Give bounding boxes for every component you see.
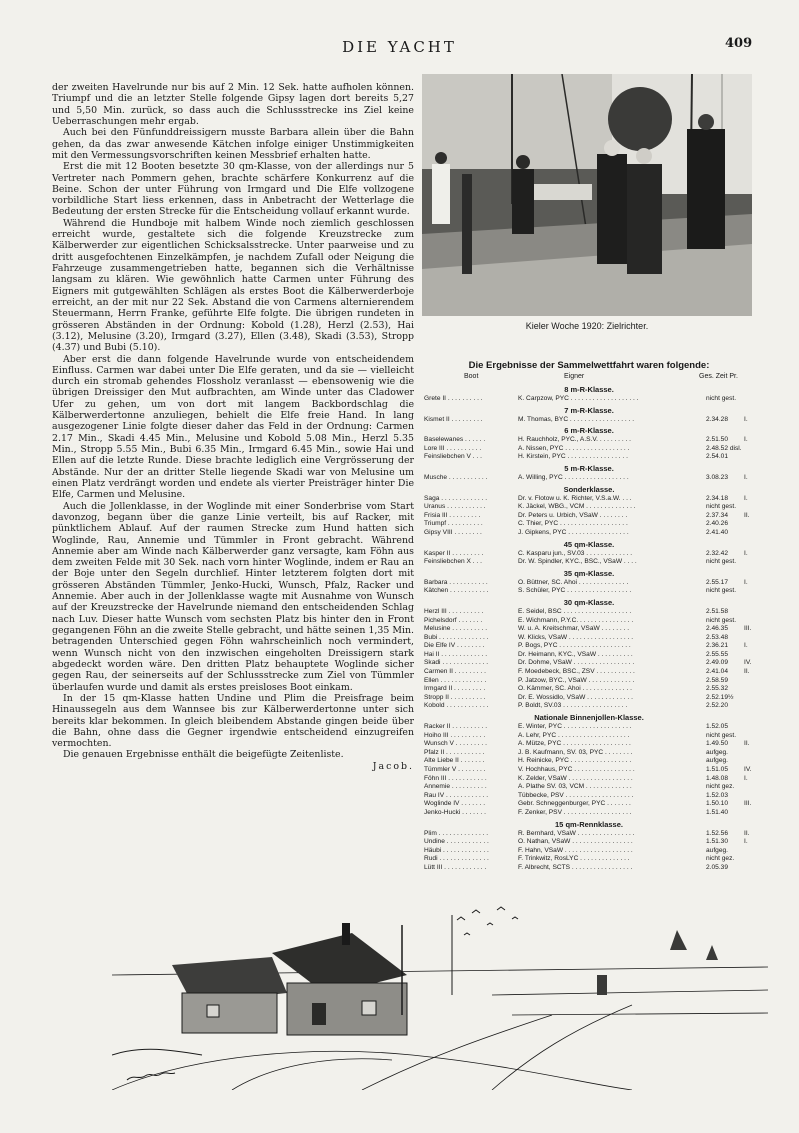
article-paragraph: der zweiten Havelrunde nur bis auf 2 Min. 12 Sek. hatte aufholen können. Triumpf und die an letzter Stelle folgende Gipsy lagen dort bereits 5,27 und 5,50 Min. zurück, so dass auch die Schlussstrecke ins Ziel keine Ueberraschungen mehr ergab. [52,82,414,127]
boat-name: Grete II . . . . . . . . . . [424,395,483,402]
result-row [424,847,754,856]
total-time: 1.52.03 [706,791,728,799]
result-row [424,625,754,634]
column-header-time: Ges. Zeit Pr. [699,373,738,380]
total-time: 2.52.19½ [706,693,734,701]
result-row [424,855,754,864]
owner-name: S. Schüler, PYC . . . . . . . . . . . . . . . . . . [518,587,632,595]
owner-name: Tübbecke, PSV . . . . . . . . . . . . . . . . . . . [518,791,634,799]
boat-name: Triumpf . . . . . . . . . . [424,520,483,528]
coastal-village-illustration [112,905,768,1090]
boat-name: Woglinde IV . . . . . . . [424,800,486,808]
boat-name: Bubi . . . . . . . . . . . . . . [424,633,489,641]
boat-name: Rudi . . . . . . . . . . . . . . [424,855,489,863]
boat-name: Kasper II . . . . . . . . . [424,549,484,557]
result-row [424,809,754,818]
result-row [424,495,754,504]
boat-name: Jenko-Hucki . . . . . . . [424,808,486,816]
boat-name: Föhn III . . . . . . . . . . . [424,774,487,782]
total-time: 1.51.30 [706,838,728,846]
owner-name: F. Moedebeck, BSC., ZSV . . . . . . . . . . . [518,668,635,676]
article-paragraph: Aber erst die dann folgende Havelrunde wurde von entscheidendem Einfluss. Carmen war dabei unter Die Elfe geraten, und da sie — vielleicht durch ein stromab gehendes Flossholz veranlasst — ebensowenig wie die übrigen Dreissiger den Mut aufbrachten, am Winde unter das Cladower Ufer zu gehen, um von dort mit langem Backbordschlag die Kälberwerdertonne anzuliegen, behielt die Elfe freie Hand. In lang ausgezogener Linie folgte dieser daher das Feld in der Ordnung: Carmen 2.17 Min., Skadi 4.45 Min., Melusine und Kobold 5.08 Min., Herzl 5.35 Min., Stropp 5.55 Min., Bubi 6.35 Min., Irmgard 6.45 Min., sowie Hai und Ellen auf die letzte Runde. Diese brachte lediglich eine Vergrösserung der Abstände. Nur der an dritter Stelle liegende Skadi war von Melusine um einen Platz verdrängt worden und endete als vierter Preisträger hinter Die Elfe, Carmen und Melusine. [52,353,414,501]
total-time: aufgeg. [706,748,728,756]
result-row [424,685,754,694]
total-time: 2.55.55 [706,650,728,658]
owner-name: Dr. Dohme, VSaW . . . . . . . . . . . . . . . . . [518,659,635,667]
prize-rank: II. [744,740,750,748]
photo-caption: Kieler Woche 1920: Zielrichter. [525,321,649,331]
boat-name: Häubi . . . . . . . . . . . . . [424,846,489,854]
page-number: 409 [725,36,753,51]
total-time: 2.32.42 [706,549,728,557]
prize-rank: I. [744,436,748,444]
owner-name: H. Reinicke, PYC . . . . . . . . . . . . . . . . . [518,757,632,765]
total-time: 1.48.08 [706,774,728,782]
owner-name: O. Nathan, VSaW . . . . . . . . . . . . . . . . . [518,838,633,846]
owner-name: F. Hahn, VSaW . . . . . . . . . . . . . . . . . . . [518,846,633,854]
boat-name: Stropp II . . . . . . . . . . [424,693,486,701]
total-time: 2.51.50 [706,436,728,444]
owner-name: F. Trinkwitz, RosLYC . . . . . . . . . . . . . . [518,855,630,863]
result-row [424,642,754,651]
total-time: 2.51.58 [706,607,728,615]
total-time: nicht gest. [706,587,737,595]
owner-name: A. Mütze, PYC . . . . . . . . . . . . . . . . . . . [518,740,631,748]
result-row [424,830,754,839]
boat-name: Barbara . . . . . . . . . . . [424,578,488,586]
prize-rank: I. [744,494,748,502]
article-paragraph: In der 15 qm-Klasse hatten Undine und Plim die Preisfrage beim Hinaussegeln aus dem Wannsee bis zur Kälberwerdertonne unter sich bereits klar bekommen. In gleich bleibendem Abstande gingen beide über die Bahn, ohne dass die Gegner irgendwie entscheidend einzugreifen vermochten. [52,692,414,750]
owner-name: O. Kämmer, SC. Ahoi . . . . . . . . . . . . . . [518,685,632,693]
owner-name: C. Thier, PYC . . . . . . . . . . . . . . . . . . . [518,520,628,528]
boat-name: Feinsliebchen X . . . [424,558,482,566]
total-time: nicht gest. [706,558,737,566]
result-row [424,579,754,588]
results-column-headers [424,373,754,383]
total-time: nicht gest. [706,503,737,511]
article-paragraph: Während die Hundboje mit halbem Winde noch ziemlich geschlossen erreicht wurde, gestaltete sich die folgende Kreuzstrecke zum Kälberwerder zur eigentlichen Schicksalsstrecke. Unter paarweise und zu dritt ausgefochtenen Einzelkämpfen, je nachdem Zufall oder Neigung die Fahrzeuge zusammengetrieben hatte, begannen sich die Verhältnisse langsam zu klären. Wie gewöhnlich hatte Carmen unter Führung des Eigners mit gutgewählten Schlägen als erstes Boot die Kälberwerderboje erreicht, an der mit nur 22 Sek. Abstand die von Carmens alternierendem Steuermann, Herrn Franke, geführte Elfe folgte. Die übrigen rundeten in grösseren Abständen in der Ordnung: Kobold (1.28), Herzl (2.53), Hai (3.12), Melusine (3.20), Irmgard (3.27), Ellen (3.48), Skadi (3.53), Stropp (4.37) und Bubi (5.10). [52,217,414,354]
boat-name: Alte Liebe II . . . . . . . [424,757,485,765]
owner-name: K. Jäckel, WBG., VCM . . . . . . . . . . . . . . [518,503,636,511]
class-heading: 15 qm-Rennklasse. [555,819,623,829]
result-row [424,659,754,668]
total-time: 3.08.23 [706,473,728,481]
prize-rank: I. [744,838,748,846]
class-heading: 8 m-R-Klasse. [564,385,614,394]
total-time: 2.48.52 disl. [706,444,742,452]
prize-rank: II. [744,829,750,837]
boat-name: Kätchen . . . . . . . . . . . [424,587,489,595]
result-row [424,634,754,643]
owner-name: J. Gipkens, PYC . . . . . . . . . . . . . . . . . [518,528,629,536]
class-heading: 30 qm-Klasse. [563,597,615,607]
article-paragraph: Die genauen Ergebnisse enthält die beigefügte Zeitenliste. [63,749,344,761]
result-row [424,587,754,596]
result-row [424,694,754,703]
boat-name: Frisia III . . . . . . . . . [424,511,481,519]
prize-rank: III. [744,800,752,808]
boat-name: Annemie . . . . . . . . . . [424,783,487,791]
owner-name: Gebr. Schneggenburger, PYC . . . . . . . [518,800,631,808]
total-time: nicht gez. [706,783,735,791]
boat-name: Melusine . . . . . . . . . . [424,625,488,633]
total-time: 1.49.50 [706,740,728,748]
result-row [424,864,754,873]
result-row [424,529,754,538]
total-time: 2.41.04 [706,668,728,676]
boat-name: Plim . . . . . . . . . . . . . . [424,829,489,837]
result-row [424,512,754,521]
total-time: 1.50.10 [706,800,728,808]
results-table [424,360,754,873]
boat-name: Ellen . . . . . . . . . . . . . [424,676,487,684]
result-row [424,740,754,749]
owner-name: Dr. W. Spindler, KYC., BSC., VSaW . . . . [518,558,637,566]
owner-name: K. Zelder, VSaW . . . . . . . . . . . . . . . . . . [518,774,633,782]
owner-name: F. Zenker, PSV . . . . . . . . . . . . . . . . . . . [518,808,632,816]
result-row [424,445,754,454]
boat-name: Racker II . . . . . . . . . . [424,723,488,731]
total-time: 2.05.39 [706,863,728,871]
total-time: 2.52.20 [706,702,728,710]
boat-name: Wunsch V . . . . . . . . . [424,740,487,748]
boat-name: Baselewanes . . . . . . [424,436,486,444]
owner-name: Dr. Heimann, KYC., VSaW . . . . . . . . . . [518,650,633,658]
boat-name: Kobold . . . . . . . . . . . . [424,702,489,710]
boat-name: Kismet II . . . . . . . . . [424,415,483,423]
total-time: 2.49.09 [706,659,728,667]
prize-rank: I. [744,774,748,782]
result-row [424,800,754,809]
boat-name: Uranus . . . . . . . . . . . [424,503,486,511]
class-heading: 7 m-R-Klasse. [564,405,614,415]
class-heading: 35 qm-Klasse. [563,568,615,578]
boat-name: Lore III . . . . . . . . . . [424,444,482,452]
owner-name: R. Bernhard, VSaW . . . . . . . . . . . . . . . . [518,829,635,837]
result-row [424,783,754,792]
article-paragraph: Auch die Jollenklasse, in der Woglinde mit einer Sonderbrise vom Start davonzog, begann über die ganze Linie verteilt, bis auf Racker, mit pünktlichem Ablauf. Auf der raumen Strecke zum Hund hatten sich Woglinde, Rau, Annemie und Tümmler in Front gebracht. Während Annemie aber am Winde nach Kälberwerder ganz versagte, kam Föhn aus dem zweiten Felde mit 30 Sek. nach vorn hinter Woglinde, indem er Rau an der Boje unter den Segeln durchlief. Hinter letzterem folgten dort mit grösseren Abständen Tümmler, Jenko-Hucki, Wunsch, Pfalz, Racker und Annemie. Aber auch in der Jollenklasse wagte mit Ausnahme von Wunsch auf der Kreuzstrecke der Havelrunde niemand den entscheidenden Schlag nach Luv. Dieser hatte Wunsch vom sechsten Platz bis hinter den in Front gegangenen Föhn an die zweite Stelle gebracht, und hätte seinen 1,35 Min. betragenden Unterschied gegen Föhn wahrscheinlich noch vermindert, wenn Wunsch nicht von den inzwischen eingeholten Dreissigern stark abgedeckt worden wäre. Den dritten Platz behauptete Woglinde sicher gegen Rau, der seinerseits auf der Schlussstrecke zum Ziel von Tümmler überlaufen wurde und damit als erstes preisloses Boot einkam. [52,500,414,693]
boat-name: Undine . . . . . . . . . . . . [424,838,489,846]
result-row [424,723,754,732]
total-time: aufgeg. [706,846,728,854]
total-time: nicht gez. [706,855,735,863]
prize-rank: IV. [744,659,752,667]
owner-name: A. Nissen, PYC . . . . . . . . . . . . . . . . . . [518,444,630,452]
total-time: 2.53.48 [706,633,728,641]
result-row [424,702,754,711]
owner-name: Dr. E. Wossidlo, VSaW . . . . . . . . . . . . . [518,693,633,701]
boat-name: Tümmler V . . . . . . . . [424,766,486,773]
column-header-boat: Boot [464,373,479,380]
boat-name: Gipsy VIII . . . . . . . . [424,528,482,536]
boat-name: Die Elfe IV . . . . . . . . [424,642,485,650]
owner-name: A. Plathe SV. 03, VCM . . . . . . . . . . . . . [518,783,632,791]
boat-name: Hai II . . . . . . . . . . . . . [424,650,488,658]
total-time: 2.41.40 [706,528,728,536]
total-time: nicht gest. [706,395,737,402]
class-heading: 5 m-R-Klasse. [564,463,614,473]
boat-name: Musche . . . . . . . . . . . [424,473,488,481]
result-row [424,416,754,425]
boat-name: Saga . . . . . . . . . . . . . [424,494,488,502]
column-header-owner: Eigner [564,373,585,380]
result-row [424,838,754,847]
total-time: aufgeg. [706,757,728,765]
prize-rank: I. [744,473,748,481]
boat-name: Pichelsdorf . . . . . . . [424,616,483,624]
boat-name: Feinsliebchen V . . . [424,453,482,461]
owner-name: P. Jatzow, BYC., VSaW . . . . . . . . . . . . . [518,676,635,684]
results-classes [424,384,754,873]
prize-rank: I. [744,642,748,650]
class-heading: Nationale Binnenjollen-Klasse. [534,713,644,723]
class-heading: 6 m-R-Klasse. [564,426,614,436]
result-row [424,677,754,686]
owner-name: P. Bogs, PYC . . . . . . . . . . . . . . . . . . . . [518,642,631,650]
boat-name: Pfalz II . . . . . . . . . . . [424,748,485,756]
total-time: 1.52.05 [706,723,728,731]
results-title: Die Ergebnisse der Sammelwettfahrt waren folgende: [468,360,710,371]
result-row [424,395,754,404]
total-time: 2.34.18 [706,494,728,502]
result-row [424,474,754,483]
owner-name: Dr. v. Flotow u. K. Richter, V.S.a.W. . . . [518,494,632,502]
result-row [424,749,754,758]
result-row [424,558,754,567]
result-row [424,766,754,775]
result-row [424,453,754,462]
result-row [424,792,754,801]
owner-name: O. Büttner, SC. Ahoi . . . . . . . . . . . . . . [518,578,629,586]
result-row [424,775,754,784]
article-paragraph: Erst die mit 12 Booten besetzte 30 qm-Klasse, von der allerdings nur 5 Vertreter nach Pommern gehen, brachte schärfere Konkurrenz auf die Beine. Schon der unter Führung von Irmgard und Die Elfe vollzogene vorbildliche Start liess erkennen, dass in Anbetracht der Wetterlage die Bedeutung der ersten Strecke für die Entscheidung vollauf erkannt wurde. [52,161,414,218]
result-row [424,608,754,617]
total-time: 2.36.21 [706,642,728,650]
owner-name: H. Kirstein, PYC . . . . . . . . . . . . . . . . . [518,453,628,461]
result-row [424,668,754,677]
prize-rank: II. [744,511,750,519]
owner-name: W. u. A. Kreitschmar, VSaW . . . . . . . . [518,625,630,633]
result-row [424,436,754,445]
boat-name: Herzl III . . . . . . . . . . [424,607,484,615]
owner-name: W. Klicks, VSaW . . . . . . . . . . . . . . . . . . [518,633,634,641]
total-time: nicht gest. [706,616,737,624]
result-row [424,732,754,741]
result-row [424,617,754,626]
total-time: 2.37.34 [706,511,728,519]
prize-rank: I. [744,415,748,423]
owner-name: P. Boldt, SV.03 . . . . . . . . . . . . . . . . . . [518,702,628,710]
owner-name: H. Rauchholz, PYC., A.S.V. . . . . . . . . . [518,436,631,444]
total-time: 2.58.59 [706,676,728,684]
owner-name: K. Carpzow, PYC . . . . . . . . . . . . . . . . . . . [518,395,639,402]
total-time: 2.55.17 [706,578,728,586]
total-time: 2.40.26 [706,520,728,528]
total-time: 1.52.56 [706,829,728,837]
prize-rank: III. [744,625,752,633]
author-signature: Jacob. [372,760,414,772]
prize-rank: IV. [744,766,752,773]
boat-name: Rau IV . . . . . . . . . . . . [424,791,489,799]
total-time: 2.55.32 [706,685,728,693]
class-heading: Sonderklasse. [563,484,615,494]
total-time: 2.34.28 [706,415,728,423]
article-paragraph: Auch bei den Fünfunddreissigern musste Barbara allein über die Bahn gehen, da das zwar anwesende Kätchen infolge einiger Unstimmigkeiten mit den Vermessungsvorschriften keinen Messbrief erhalten hatte. [52,127,414,161]
owner-name: V. Hochhaus, PYC . . . . . . . . . . . . . . . . . [518,766,635,773]
total-time: nicht gest. [706,731,737,739]
owner-name: Dr. Peters u. Urbich, VSaW . . . . . . . . [518,511,628,519]
boat-name: Lütt III . . . . . . . . . . . . [424,863,487,871]
owner-name: A. Lehr, PYC . . . . . . . . . . . . . . . . . . . . [518,731,630,739]
total-time: 2.54.01 [706,453,728,461]
total-time: 1.51.40 [706,808,728,816]
prize-rank: I. [744,578,748,586]
total-time: 1.51.05 [706,766,728,773]
boat-name: Irmgard II . . . . . . . . . [424,685,486,693]
boat-name: Hoiho III . . . . . . . . . . [424,731,486,739]
result-row [424,503,754,512]
owner-name: C. Kasparu jun., SV.03 . . . . . . . . . . . . . [518,549,633,557]
magazine-title: DIE YACHT [342,38,457,56]
owner-name: F. Albrecht, SCTS . . . . . . . . . . . . . . . . . [518,863,633,871]
result-row [424,550,754,559]
result-row [424,651,754,660]
class-heading: 45 qm-Klasse. [563,539,615,549]
result-row [424,757,754,766]
photo-judges [422,74,752,316]
result-row [424,520,754,529]
total-time: 2.46.35 [706,625,728,633]
prize-rank: II. [744,668,750,676]
prize-rank: I. [744,549,748,557]
boat-name: Skadi . . . . . . . . . . . . . [424,659,489,667]
owner-name: E. Seidel, BSC . . . . . . . . . . . . . . . . . . . [518,607,632,615]
article-body [52,82,414,772]
owner-name: E. Wichmann, P.Y.C. . . . . . . . . . . . . . . . [518,616,634,624]
owner-name: M. Thomas, BYC . . . . . . . . . . . . . . . . . . [518,415,635,423]
owner-name: J. B. Kaufmann, SV. 03, PYC . . . . . . . . [518,748,633,756]
owner-name: A. Willing, PYC . . . . . . . . . . . . . . . . . . [518,473,629,481]
boat-name: Carmen II . . . . . . . . . [424,668,486,676]
owner-name: E. Winter, PYC . . . . . . . . . . . . . . . . . . . [518,723,632,731]
